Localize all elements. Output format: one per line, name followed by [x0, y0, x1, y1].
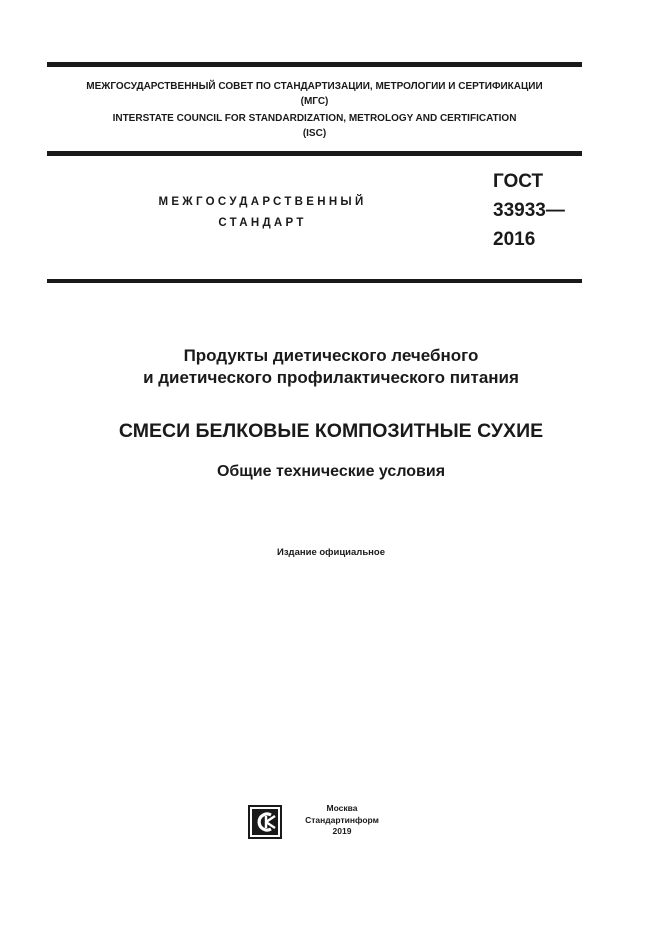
standard-code-year: 2016 — [493, 229, 536, 250]
council-name-en — [47, 111, 582, 141]
standard-type-label — [120, 192, 405, 234]
council-ru-abbr: (МГС) — [300, 96, 329, 107]
middle-rule — [47, 151, 582, 156]
publisher-city: Москва — [326, 803, 358, 813]
standard-type-line2: СТАНДАРТ — [218, 217, 307, 229]
title-line1: Продукты диетического лечебного — [183, 346, 479, 365]
standard-type-line1: МЕЖГОСУДАРСТВЕННЫЙ — [158, 196, 367, 208]
standard-code — [493, 167, 565, 254]
document-title-caps: СМЕСИ БЕЛКОВЫЕ КОМПОЗИТНЫЕ СУХИЕ — [118, 420, 544, 442]
publisher-text — [296, 803, 388, 838]
publisher-name: Стандартинформ — [305, 814, 379, 825]
council-name-ru — [47, 79, 582, 109]
publisher-block — [248, 803, 398, 843]
standartinform-logo-icon — [248, 805, 282, 839]
edition-note: Издание официальное — [277, 547, 385, 558]
top-rule — [47, 62, 582, 67]
document-title — [47, 345, 615, 389]
standard-code-number: 33933— — [493, 200, 565, 221]
publisher-year: 2019 — [332, 826, 352, 836]
council-en-abbr: (ISC) — [302, 128, 327, 139]
council-en-line1: INTERSTATE COUNCIL FOR STANDARDIZATION, METROLOGY AND CERTIFICATION — [112, 113, 517, 124]
bottom-rule — [47, 279, 582, 283]
council-ru-line1: МЕЖГОСУДАРСТВЕННЫЙ СОВЕТ ПО СТАНДАРТИЗАЦИИ, МЕТРОЛОГИИ И СЕРТИФИКАЦИИ — [86, 81, 543, 92]
standard-code-prefix: ГОСТ — [493, 171, 544, 192]
title-line2: и диетического профилактического питания — [143, 368, 519, 387]
document-subtitle: Общие технические условия — [216, 463, 446, 480]
